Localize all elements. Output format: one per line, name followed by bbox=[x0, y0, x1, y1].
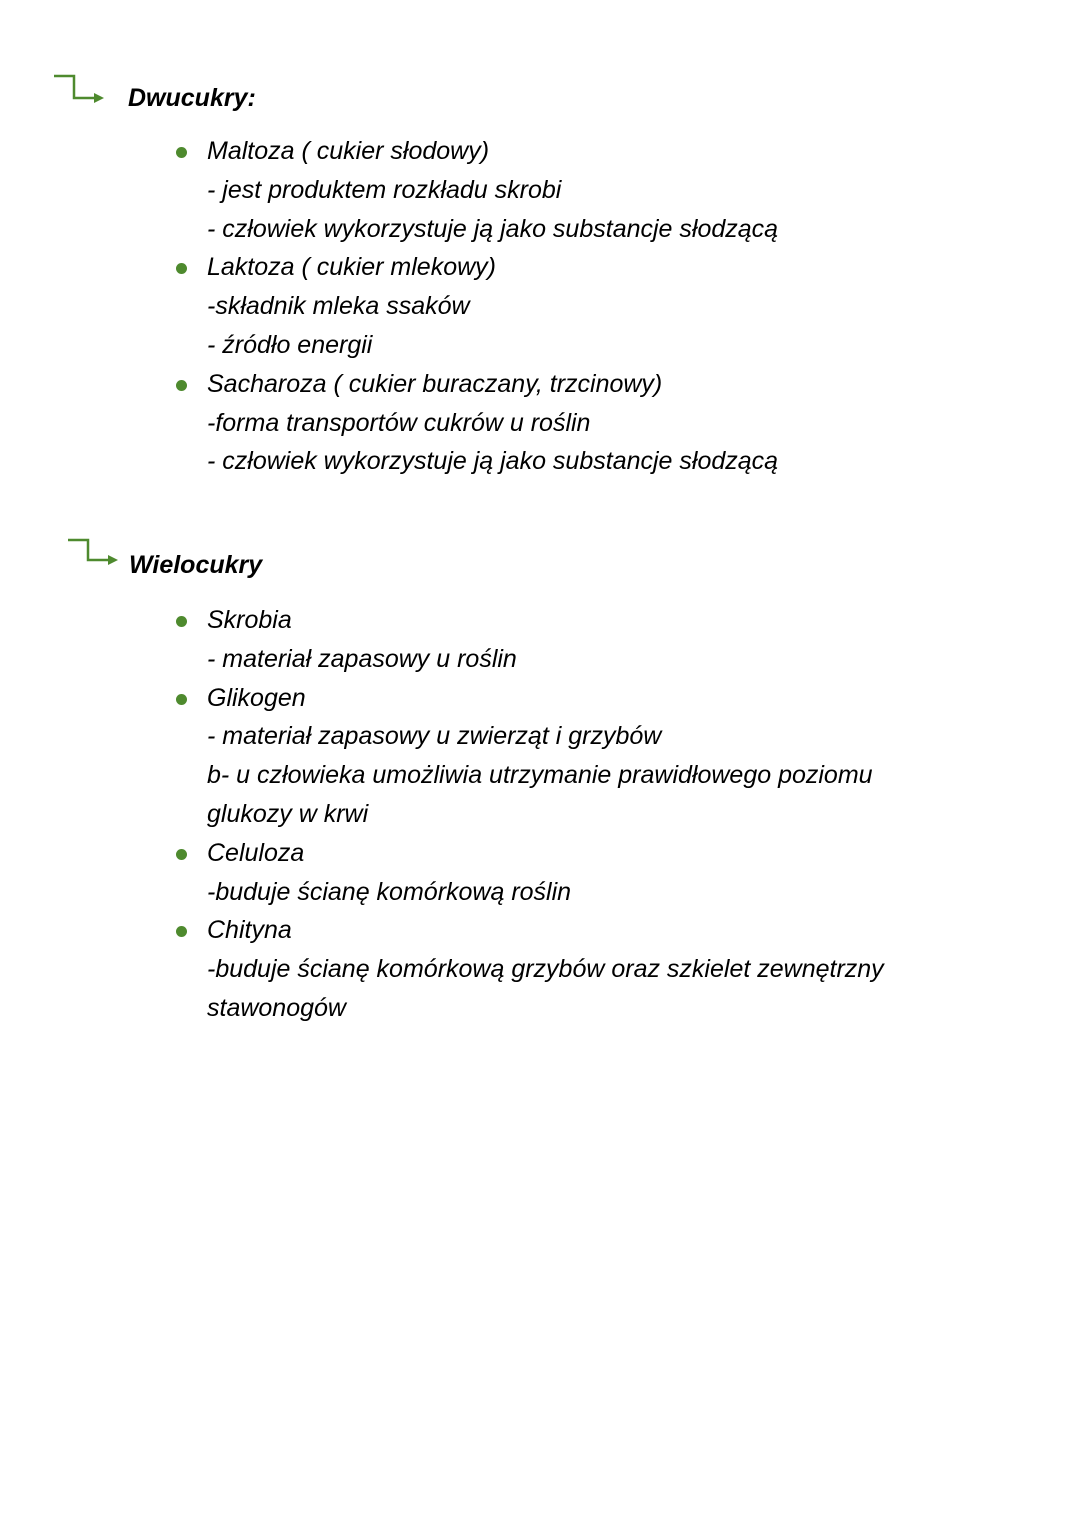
bullet-icon bbox=[176, 263, 187, 274]
item-note: b- u człowieka umożliwia utrzymanie prawidłowego poziomu glukozy w krwi bbox=[207, 761, 873, 828]
list-item bbox=[0, 911, 1080, 1027]
item-name: Glikogen bbox=[207, 683, 306, 712]
bullet-icon bbox=[176, 694, 187, 705]
bullet-icon bbox=[176, 616, 187, 627]
bullet-icon bbox=[176, 147, 187, 158]
section-title: Wielocukry bbox=[129, 551, 263, 579]
item-note: - człowiek wykorzystuje ją jako substancje słodzącą bbox=[207, 447, 779, 476]
section-heading bbox=[0, 536, 1080, 579]
item-name: Celuloza bbox=[207, 838, 305, 867]
section-heading bbox=[0, 70, 1080, 110]
item-note: - jest produktem rozkładu skrobi bbox=[207, 175, 562, 204]
list-item bbox=[0, 248, 1080, 364]
item-note: - źródło energii bbox=[207, 330, 373, 359]
bullet-icon bbox=[176, 926, 187, 937]
list-item bbox=[0, 365, 1080, 481]
item-name: Sacharoza ( cukier buraczany, trzcinowy) bbox=[207, 369, 663, 398]
bullet-icon bbox=[176, 380, 187, 391]
item-note: -buduje ścianę komórkową grzybów oraz szkielet zewnętrzny stawonogów bbox=[207, 955, 884, 1022]
item-name: Laktoza ( cukier mlekowy) bbox=[207, 253, 496, 282]
item-list bbox=[0, 601, 1080, 1028]
list-item bbox=[0, 679, 1080, 834]
item-note: - materiał zapasowy u zwierząt i grzybów bbox=[207, 722, 662, 751]
list-item bbox=[0, 601, 1080, 679]
item-note: - człowiek wykorzystuje ją jako substancje słodzącą bbox=[207, 214, 779, 243]
item-note: -składnik mleka ssaków bbox=[207, 292, 470, 321]
corner-arrow-icon bbox=[50, 72, 114, 112]
section-title: Dwucukry: bbox=[128, 84, 256, 112]
item-name: Skrobia bbox=[207, 606, 292, 634]
item-name: Chityna bbox=[207, 916, 292, 945]
list-item bbox=[0, 834, 1080, 912]
corner-arrow-icon bbox=[64, 536, 128, 576]
item-note: - materiał zapasowy u roślin bbox=[207, 644, 517, 673]
item-name: Maltoza ( cukier słodowy) bbox=[207, 137, 490, 165]
bullet-icon bbox=[176, 849, 187, 860]
item-list bbox=[0, 132, 1080, 481]
list-item bbox=[0, 132, 1080, 248]
item-note: -buduje ścianę komórkową roślin bbox=[207, 877, 572, 906]
item-note: -forma transportów cukrów u roślin bbox=[207, 408, 591, 437]
